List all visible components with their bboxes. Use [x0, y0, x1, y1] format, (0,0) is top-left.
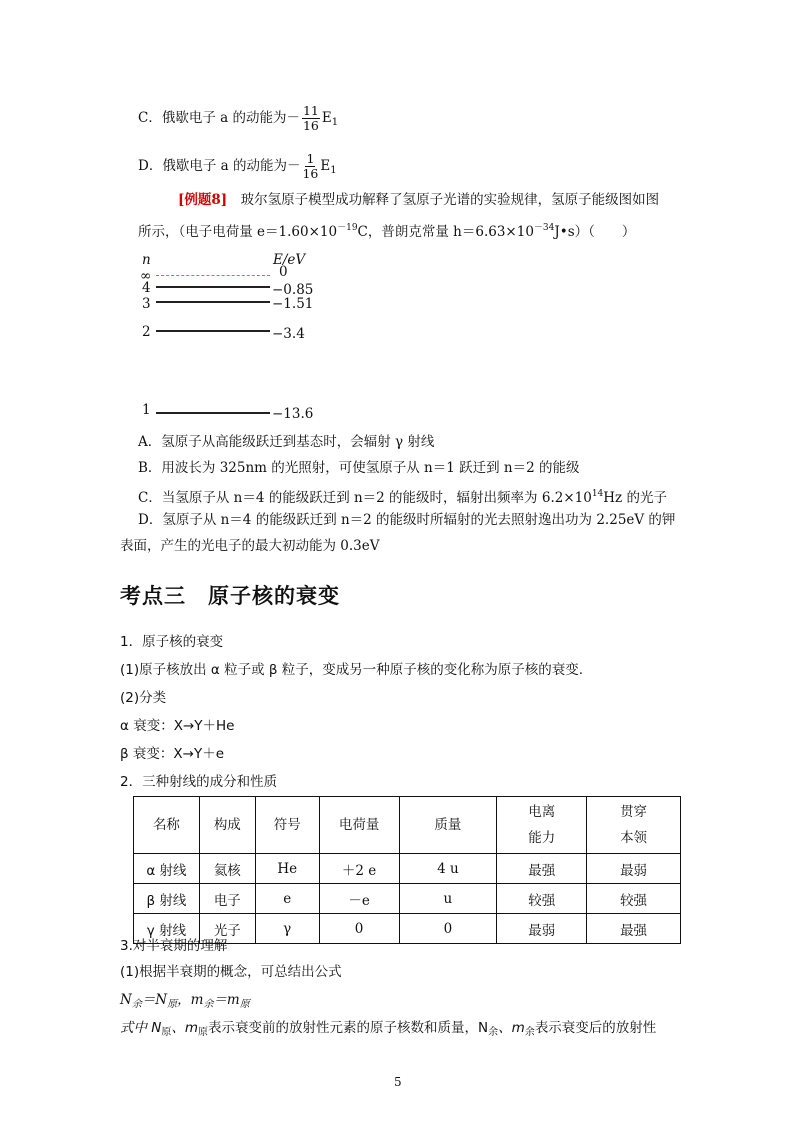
table-cell: 氦核 [199, 854, 255, 884]
table-cell: 0 [319, 914, 399, 944]
header-ionization: 电离 能力 [497, 797, 587, 854]
table-cell: 最弱 [587, 854, 681, 884]
table-cell: ＋2 e [319, 854, 399, 884]
option-d-prev: D．俄歇电子 a 的动能为－ $\frac{1}{16}$ $E_1$ [138, 151, 337, 181]
answer-d-line2: 表面，产生的光电子的最大初动能为 0.3eV [120, 538, 380, 554]
page-number: 5 [394, 1075, 402, 1089]
table-cell: β 射线 [134, 884, 200, 914]
header-charge: 电荷量 [319, 797, 399, 854]
fraction: $\frac{11}{16}$ [302, 103, 319, 133]
section-p1: 1．原子核的衰变 [120, 634, 224, 650]
level-n-inf: ∞ [140, 268, 152, 284]
section-p6: 2．三种射线的成分和性质 [120, 774, 278, 790]
table-cell: 最强 [497, 854, 587, 884]
table-cell: γ 射线 [134, 914, 200, 944]
level-n-1: 1 [142, 402, 151, 418]
level-e-inf: 0 [279, 264, 288, 280]
header-penetration: 贯穿 本领 [587, 797, 681, 854]
n-axis-label: n [142, 252, 151, 268]
table-cell: α 射线 [134, 854, 200, 884]
half-life-p1: 3.对半衰期的理解 [120, 938, 228, 954]
table-cell: 较强 [497, 884, 587, 914]
energy-axis-label: E/eV [273, 252, 306, 268]
level-e-2: −3.4 [272, 326, 305, 342]
section-p2: (1)原子核放出 α 粒子或 β 粒子，变成另一种原子核的变化称为原子核的衰变. [120, 662, 584, 678]
answer-d-line1: D．氢原子从 n＝4 的能级跃迁到 n＝2 的能级时所辐射的光去照射逸出功为 2.25eV 的钾 [138, 512, 676, 528]
table-cell: 光子 [199, 914, 255, 944]
half-life-p2: (1)根据半衰期的概念，可总结出公式 [120, 964, 342, 980]
level-n-4: 4 [142, 280, 151, 296]
example-tag: [例题8] [178, 192, 228, 208]
table-cell: He [255, 854, 319, 884]
example8-line2: 所示，（电子电荷量 $e=1.60\times 10^{-19}C$，普朗克常量 $h=6.63\times 10^{-34}J•s$）（ ） [138, 223, 636, 240]
header-name: 名称 [134, 797, 200, 854]
table-row [134, 854, 681, 884]
table-cell: 0 [399, 914, 497, 944]
section-p3: (2)分类 [120, 690, 167, 706]
table-cell: 最强 [587, 914, 681, 944]
table-header-row [134, 797, 681, 854]
answer-a: A．氢原子从高能级跃迁到基态时，会辐射 γ 射线 [138, 434, 435, 450]
header-symbol: 符号 [255, 797, 319, 854]
level-e-3: −1.51 [272, 296, 314, 312]
level-line-3 [156, 301, 270, 303]
answer-b: B．用波长为 325nm 的光照射，可使氢原子从 n＝1 跃迁到 n＝2 的能级 [138, 460, 580, 476]
energy-level-diagram [138, 248, 318, 428]
table-cell: 电子 [199, 884, 255, 914]
section-title: 考点三 原子核的衰变 [120, 584, 340, 608]
table-cell: e [255, 884, 319, 914]
level-e-4: −0.85 [272, 282, 314, 298]
table-row [134, 884, 681, 914]
half-life-formula: $N_余=N_原$，$m_余=m_原$ [120, 992, 250, 1010]
level-n-3: 3 [142, 296, 151, 312]
table-cell: 最弱 [497, 914, 587, 944]
option-c-prev: C．俄歇电子 a 的动能为－ $\frac{11}{16}$ $E_1$ [138, 103, 339, 133]
table-cell: u [399, 884, 497, 914]
alpha-decay: α 衰变：X→Y＋He [120, 718, 235, 734]
table-cell: －e [319, 884, 399, 914]
radiation-table [133, 796, 681, 944]
answer-c: C．当氢原子从 n＝4 的能级跃迁到 n＝2 的能级时，辐射出频率为 $6.2\times 10^{14}Hz$ 的光子 [138, 489, 667, 506]
level-line-4 [156, 286, 270, 288]
table-cell: 4 u [399, 854, 497, 884]
level-e-1: −13.6 [272, 406, 314, 422]
beta-decay: β 衰变：X→Y＋e [120, 746, 225, 762]
level-line-1 [156, 412, 270, 414]
level-n-2: 2 [142, 324, 151, 340]
header-mass: 质量 [399, 797, 497, 854]
example8-line1: [例题8] 玻尔氢原子模型成功解释了氢原子光谱的实验规律，氢原子能级图如图 [178, 192, 660, 208]
level-line-2 [156, 330, 270, 332]
table-cell: 较强 [587, 884, 681, 914]
header-composition: 构成 [199, 797, 255, 854]
level-line-inf [156, 275, 270, 276]
fraction: $\frac{1}{16}$ [302, 151, 319, 181]
half-life-p4: 式中 $N_原$、$m_原$表示衰变前的放射性元素的原子核数和质量，$N_余$、$m_余$表示衰变后的放射性 [120, 1020, 657, 1038]
table-cell: γ [255, 914, 319, 944]
